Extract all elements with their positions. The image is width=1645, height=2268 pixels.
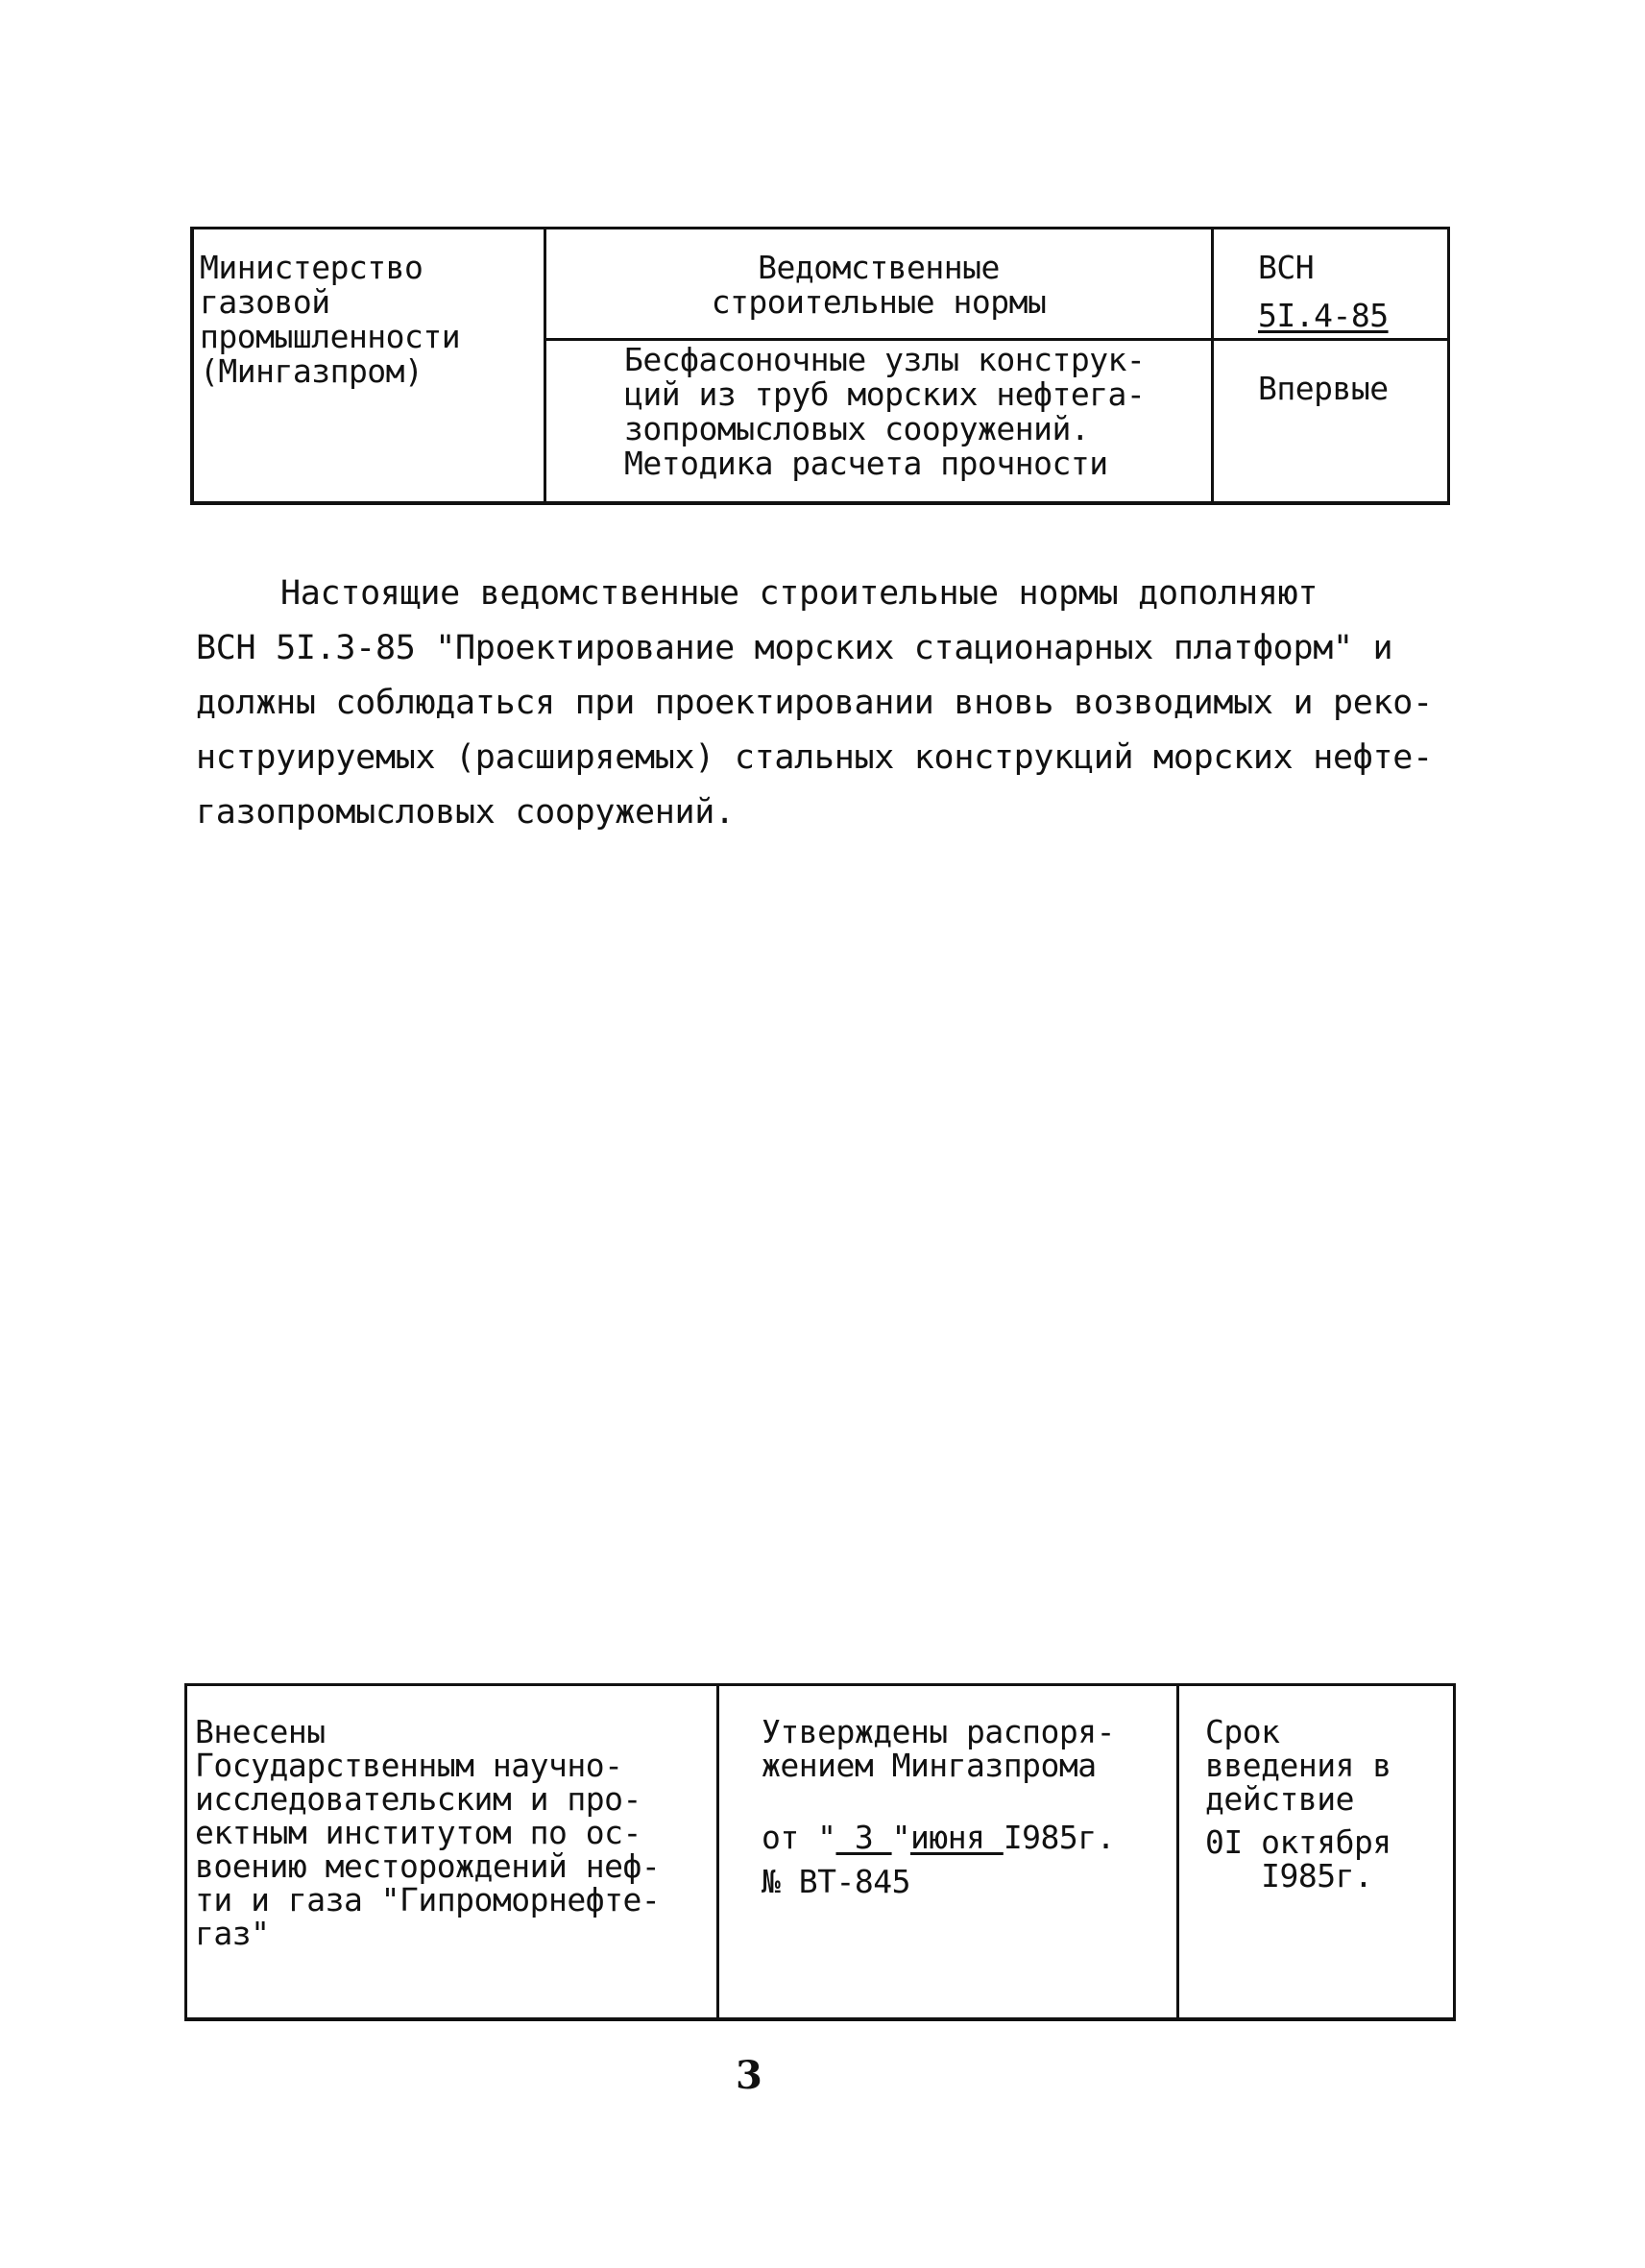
intro-line: должны соблюдаться при проектировании вновь возводимых и реко- bbox=[196, 684, 1433, 722]
intro-line: нструируемых (расширяемых) стальных конструкций морских нефте- bbox=[196, 738, 1433, 777]
edition-status: Впервые bbox=[1258, 370, 1389, 407]
header-divider-2 bbox=[1211, 229, 1214, 501]
effective-label: Срок введения в действие bbox=[1205, 1713, 1391, 1818]
footer-table bbox=[184, 1683, 1456, 2021]
footer-divider-2 bbox=[1176, 1686, 1179, 2017]
date-prefix: от " bbox=[762, 1819, 836, 1856]
approval-date bbox=[762, 1821, 1174, 1854]
effective-date: 0I октября I985г. bbox=[1205, 1823, 1391, 1894]
introduced-by: Внесены Государственным научно- исследовательским и про- ектным институтом по ос- воению месторождений неф- ти и газа "Гипроморнефте- газ" bbox=[195, 1713, 661, 1952]
date-quote: " bbox=[891, 1819, 910, 1856]
header-table bbox=[190, 227, 1450, 505]
ministry-name: Министерство газовой промышленности (Мингазпром) bbox=[200, 249, 461, 390]
document-type: Ведомственные строительные нормы bbox=[711, 249, 1047, 321]
page-number: 3 bbox=[736, 2053, 762, 2098]
document-title: Бесфасоночные узлы конструк- ций из труб морских нефтега- зопромысловых сооружений. Методика расчета прочности bbox=[624, 341, 1146, 482]
intro-line: ВСН 5I.3-85 "Проектирование морских стационарных платформ" и bbox=[196, 629, 1393, 667]
intro-line: газопромысловых сооружений. bbox=[196, 793, 735, 832]
header-divider-1 bbox=[544, 229, 546, 501]
code-prefix: ВСН bbox=[1258, 249, 1315, 286]
date-day: 3 bbox=[835, 1819, 892, 1856]
footer-divider-1 bbox=[716, 1686, 719, 2017]
date-year: I985г. bbox=[1003, 1819, 1116, 1856]
approved-by: Утверждены распоря- жением Мингазпрома bbox=[762, 1713, 1115, 1784]
intro-line: Настоящие ведомственные строительные нормы дополняют bbox=[280, 574, 1318, 613]
intro-paragraph bbox=[196, 567, 1464, 840]
order-number: № ВТ-845 bbox=[762, 1863, 910, 1900]
document-code: 5I.4-85 bbox=[1258, 297, 1389, 334]
date-month: июня bbox=[909, 1819, 1004, 1856]
